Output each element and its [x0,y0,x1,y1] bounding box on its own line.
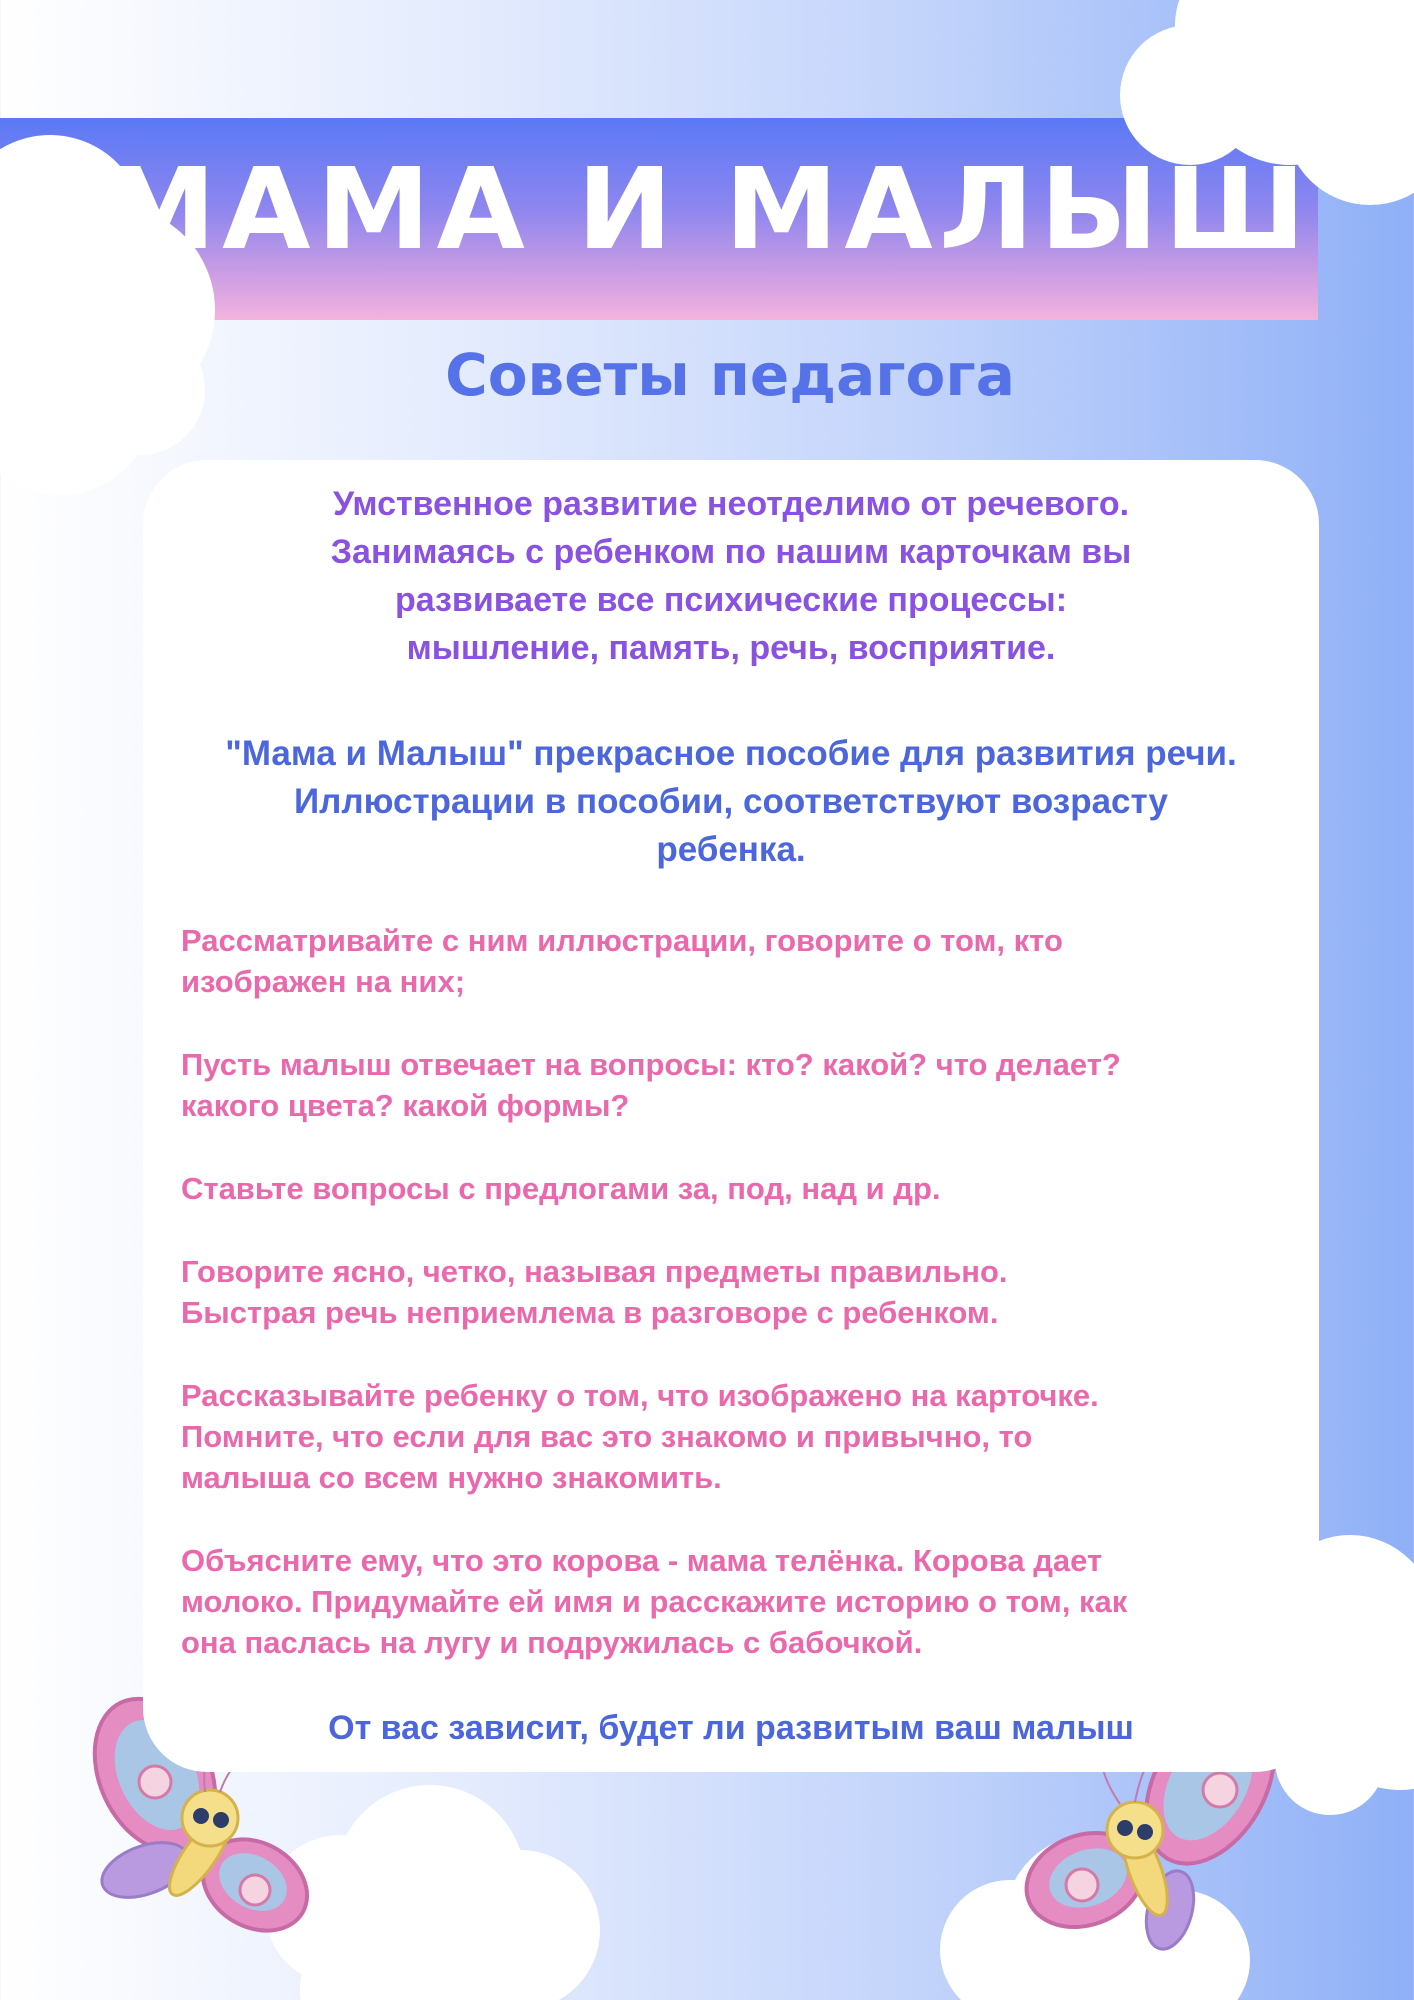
about-paragraph [143,730,1319,874]
tip-line: Быстрая речь неприемлема в разговоре с ребенком. [181,1295,999,1330]
page-subtitle: Советы педагога [445,341,1015,409]
tip-line: изображен на них; [181,964,466,999]
about-line: Иллюстрации в пособии, соответствуют возрасту [293,782,1168,821]
tip-item [181,1375,1301,1498]
intro-line: Умственное развитие неотделимо от речевого. [332,485,1130,523]
tip-item [181,1044,1301,1126]
intro-line: развиваете все психические процессы: [394,581,1068,619]
closing-line: От вас зависит, будет ли развитым ваш малыш [328,1709,1134,1747]
tip-item [181,1540,1301,1663]
about-line: ребенка. [656,830,806,869]
cloud-icon [265,1785,600,2000]
tip-item [181,920,1301,1002]
tip-item [181,1251,1301,1333]
tip-line: Пусть малыш отвечает на вопросы: кто? какой? что делает? [181,1047,1121,1082]
page-title: МАМА И МАЛЫШ [102,145,1312,275]
tip-line: малыша со всем нужно знакомить. [181,1460,722,1495]
tip-line: какого цвета? какой формы? [181,1088,630,1123]
tips-list [181,920,1301,1705]
about-line: "Мама и Малыш" прекрасное пособие для развития речи. [225,734,1237,773]
tip-line: она паслась на лугу и подружилась с бабочкой. [181,1625,923,1660]
intro-paragraph [143,480,1319,672]
tip-line: Ставьте вопросы с предлогами за, под, над и др. [181,1171,941,1206]
tip-line: Помните, что если для вас это знакомо и привычно, то [181,1419,1033,1454]
tip-line: Говорите ясно, четко, называя предметы правильно. [181,1254,1008,1289]
intro-line: мышление, память, речь, восприятие. [406,629,1056,667]
tip-line: молоко. Придумайте ей имя и расскажите историю о том, как [181,1584,1128,1619]
tip-item [181,1168,1301,1209]
tip-line: Рассказывайте ребенку о том, что изображено на карточке. [181,1378,1099,1413]
tip-line: Рассматривайте с ним иллюстрации, говорите о том, кто [181,923,1063,958]
tip-line: Объясните ему, что это корова - мама телёнка. Корова дает [181,1543,1103,1578]
intro-line: Занимаясь с ребенком по нашим карточкам вы [330,533,1132,571]
